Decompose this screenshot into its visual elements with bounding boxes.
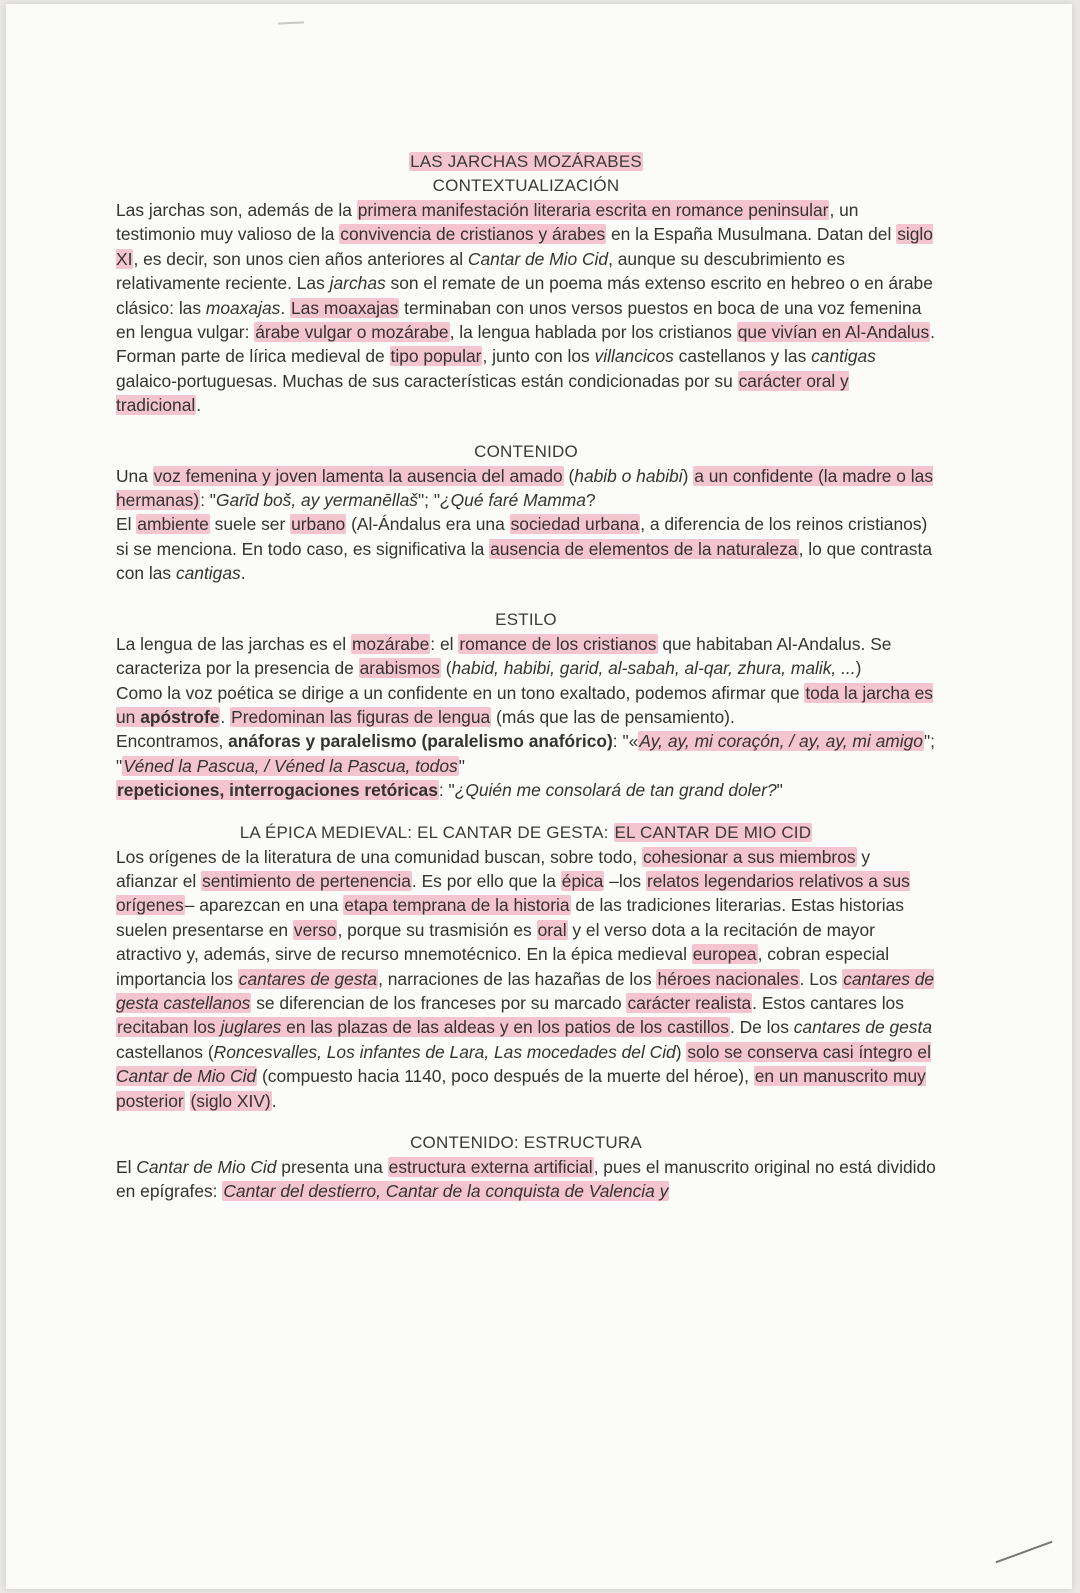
highlighted-text: arabismos [359,658,440,679]
paragraph-contenido-2: El ambiente suele ser urbano (Al-Ándalus era una sociedad urbana, a diferencia de los reinos cristianos) si se menciona. En todo caso, es significativa la ausencia de elementos de la naturaleza, lo que contrasta con las cantigas. [116,514,933,584]
highlighted-text: recitaban los juglares en las plazas de las aldeas y en los patios de los castillos [117,1017,729,1038]
highlighted-text: ausencia de elementos de la naturaleza [490,538,798,559]
highlighted-text: mozárabe [351,633,430,654]
highlighted-text: Véned la Pascua, / Véned la Pascua, todos [123,755,458,776]
section-subheading-estilo: ESTILO [495,609,557,629]
document-page [6,4,1072,1589]
highlighted-text: EL CANTAR DE MIO CID [614,822,812,842]
paragraph-epica: Los orígenes de la literatura de una comunidad buscan, sobre todo, cohesionar a sus miembros y afianzar el sentimiento de pertenencia. Es por ello que la épica –los relatos legendarios relativos a sus orígenes– aparezcan en una etapa temprana de la historia de las tradiciones literarias. Estas historias suelen presentarse en verso, porque su trasmisión es oral y el verso dota a la recitación de mayor atractivo y, además, sirve de recurso mnemotécnico. En la épica medieval europea, cobran especial importancia los cantares de gesta, narraciones de las hazañas de los héroes nacionales. Los cantares de gesta castellanos se diferencian de los franceses por su marcado carácter realista. Estos cantares los recitaban los juglares en las plazas de las aldeas y en los patios de los castillos. De los cantares de gesta castellanos (Roncesvalles, Los infantes de Lara, Las mocedades del Cid) solo se conserva casi íntegro el Cantar de Mio Cid (compuesto hacia 1140, poco después de la muerte del héroe), en un manuscrito muy posterior (siglo XIV). [116,846,935,1111]
paragraph-estilo-2: Como la voz poética se dirige a un confidente en un tono exaltado, podemos afirmar que toda la jarcha es un apóstrofe. Predominan las figuras de lengua (más que las de pensamiento). [116,682,933,727]
highlighted-text: oral [537,919,567,940]
highlighted-text: cantares de gesta [238,968,378,989]
highlighted-text: primera manifestación literaria escrita en romance peninsular [357,200,829,220]
section-title-epica: LA ÉPICA MEDIEVAL: EL CANTAR DE GESTA: EL CANTAR DE MIO CID [239,822,812,842]
highlighted-text: convivencia de cristianos y árabes [340,224,606,245]
paragraph-estructura: El Cantar de Mio Cid presenta una estructura externa artificial, pues el manuscrito original no está dividido en epígrafes: Cantar del destierro, Cantar de la conquista de Valencia y [116,1157,936,1202]
highlighted-text: carácter realista [627,992,752,1013]
highlighted-text: siglo XI [116,224,933,269]
highlighted-text: cantares de gesta castellanos [116,968,935,1013]
highlighted-text: Cantar del destierro, Cantar de la conquista de Valencia y [223,1181,669,1202]
highlighted-text: árabe vulgar o mozárabe [255,322,449,343]
highlighted-text: repeticiones, interrogaciones retóricas [117,780,438,801]
highlighted-text: estructura externa artificial [388,1157,593,1177]
highlighted-text: ambiente [137,514,209,535]
highlighted-text: Ay, ay, mi coraçón, / ay, ay, mi amigo [639,731,923,752]
highlighted-text: toda la jarcha es un apóstrofe [116,682,933,727]
highlighted-text: épica [561,870,604,891]
highlighted-text: cohesionar a sus miembros [642,846,856,867]
section-subheading-contextualizacion: CONTEXTUALIZACIÓN [432,176,620,195]
highlighted-text: en un manuscrito muy posterior [116,1066,926,1111]
document-body [116,150,936,1204]
highlighted-text: Las moaxajas [291,297,399,318]
highlighted-text: europea [692,944,757,965]
section-subheading-contenido: CONTENIDO [474,441,578,461]
highlighted-text: héroes nacionales [657,968,799,989]
pencil-mark [278,21,304,24]
highlighted-text: relatos legendarios relativos a sus orígenes [116,870,910,916]
highlighted-text: etapa temprana de la historia [344,895,570,916]
highlighted-text: LAS JARCHAS MOZÁRABES [410,152,642,171]
highlighted-text: romance de los cristianos [459,633,657,654]
highlighted-text: voz femenina y joven lamenta la ausencia del amado [153,465,563,486]
paragraph-estilo-4: repeticiones, interrogaciones retóricas: "¿Quién me consolará de tan grand doler?" [117,780,783,801]
highlighted-text: Predominan las figuras de lengua [231,706,491,727]
highlighted-text: que vivían en Al-Andalus [737,322,930,343]
highlighted-text: carácter oral y tradicional [116,370,849,416]
section-subheading-estructura: CONTENIDO: ESTRUCTURA [410,1133,642,1152]
paragraph-contextualizacion: Las jarchas son, además de la primera manifestación literaria escrita en romance peninsular, un testimonio muy valioso de la convivencia de cristianos y árabes en la España Musulmana. Datan del siglo XI, es decir, son unos cien años anteriores al Cantar de Mio Cid, aunque su descubrimiento es relativamente reciente. Las jarchas son el remate de un poema más extenso escrito en hebreo o en árabe clásico: las moaxajas. Las moaxajas terminaban con unos versos puestos en boca de una voz femenina en lengua vulgar: árabe vulgar o mozárabe, la lengua hablada por los cristianos que vivían en Al-Andalus. Forman parte de lírica medieval de tipo popular, junto con los villancicos castellanos y las cantigas galaico-portuguesas. Muchas de sus características están condicionadas por su carácter oral y tradicional. [116,200,936,416]
section-title-jarchas [116,150,936,174]
highlighted-text: (siglo XIV) [190,1090,271,1111]
highlighted-text: a un confidente (la madre o las hermanas) [116,465,934,511]
paragraph-contenido-1: Una voz femenina y joven lamenta la ausencia del amado (habib o habibi) a un confidente (la madre o las hermanas): "Garīd boš, ay yermanēllaš"; "¿Qué faré Mamma? [116,465,934,511]
paragraph-estilo-3: Encontramos, anáforas y paralelismo (paralelismo anafórico): "«Ay, ay, mi coraçón, / ay, ay, mi amigo"; "Véned la Pascua, / Véned la Pascua, todos" [116,731,935,776]
highlighted-text: sentimiento de pertenencia [202,870,411,891]
highlighted-text: tipo popular [390,346,482,367]
highlighted-text: solo se conserva casi íntegro el Cantar de Mio Cid [116,1041,931,1087]
highlighted-text: urbano [291,514,346,535]
pen-stroke-mark [995,1541,1052,1563]
highlighted-text: sociedad urbana [510,514,640,535]
highlighted-text: verso [293,919,337,940]
paragraph-estilo-1: La lengua de las jarchas es el mozárabe: el romance de los cristianos que habitaban Al-Andalus. Se caracteriza por la presencia de arabismos (habid, habibi, garid, al-sabah, al-qar, zhura, malik, ...) [116,633,892,679]
